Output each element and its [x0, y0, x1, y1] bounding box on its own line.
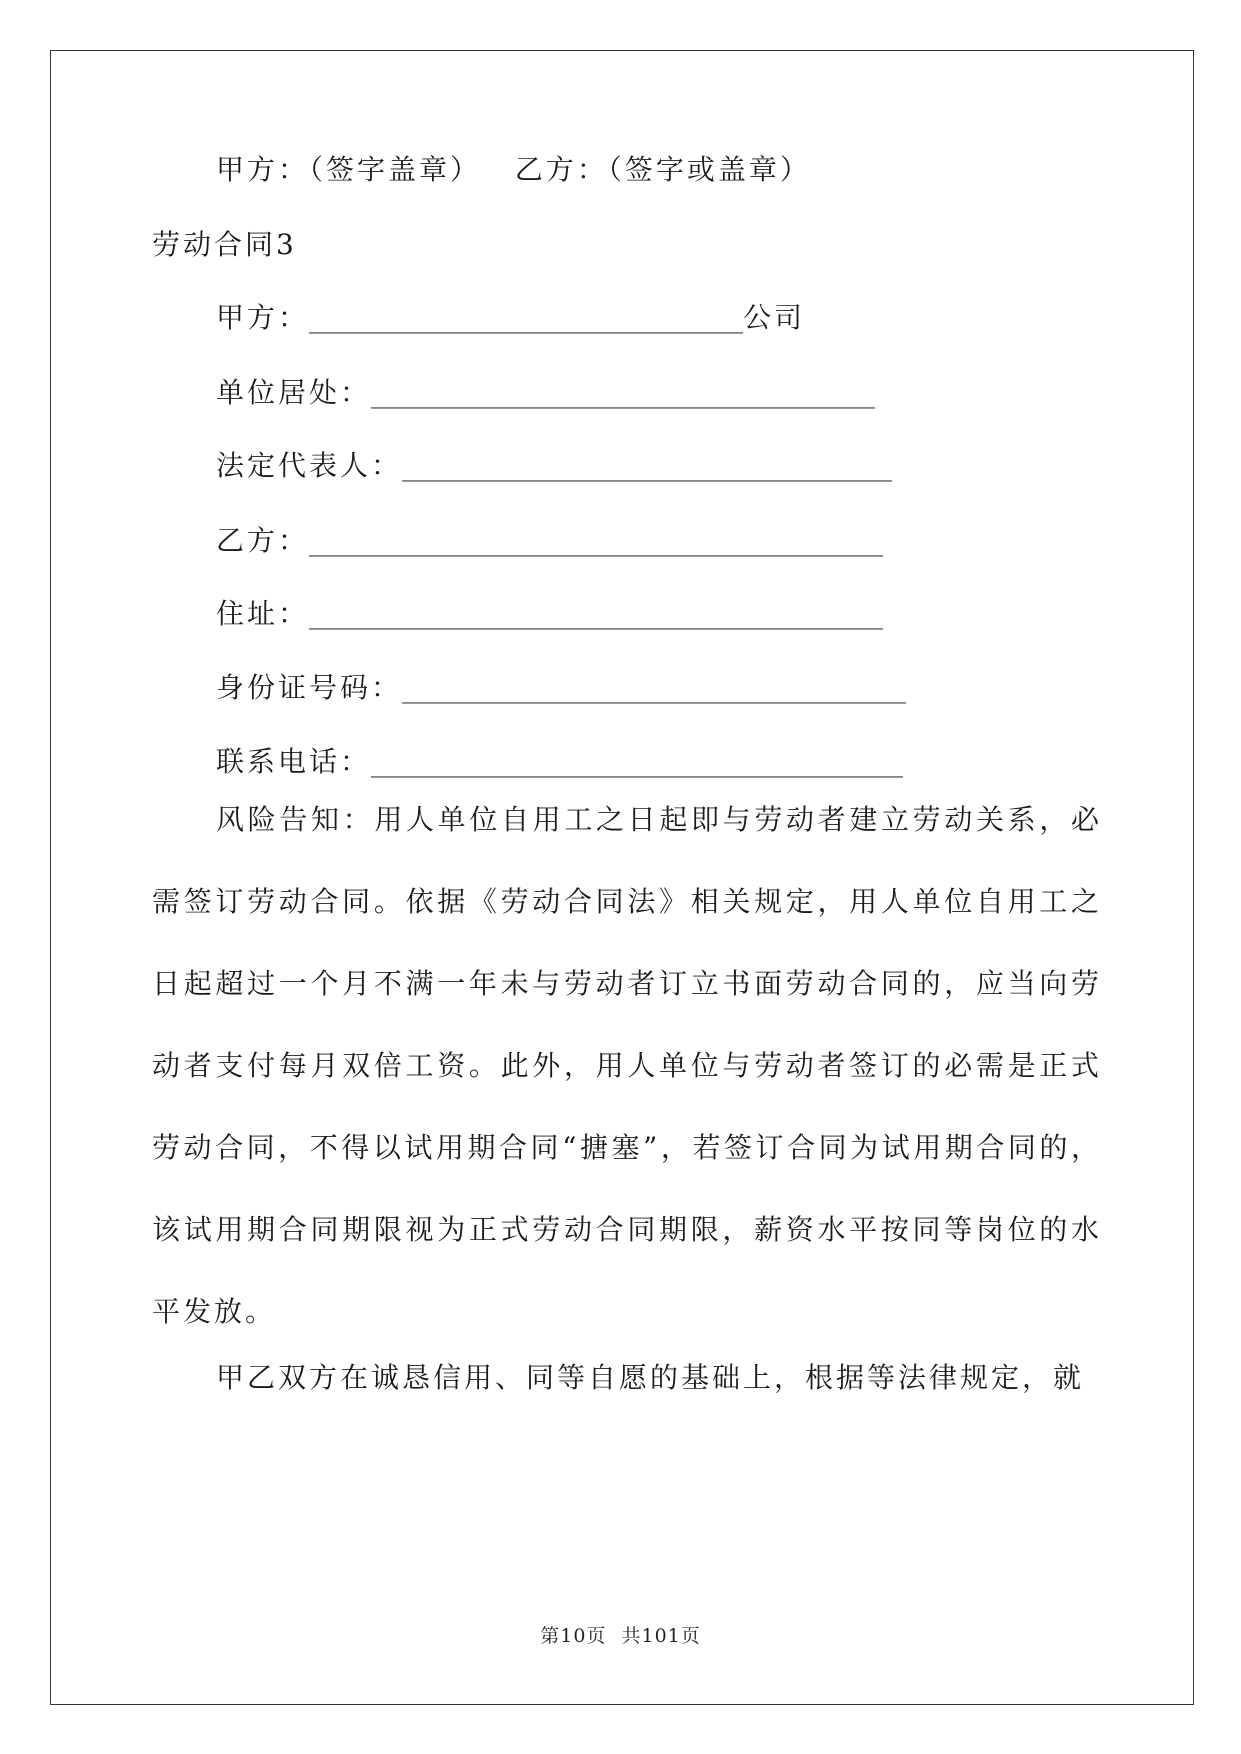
field-phone	[216, 742, 903, 782]
field-label: 单位居处：	[216, 376, 372, 409]
fill-in-blank: ___________________________________	[402, 449, 893, 482]
fill-in-blank: ______________________________________	[371, 745, 904, 778]
risk-notice-paragraph: 风险告知：用人单位自用工之日起即与劳动者建立劳动关系，必需签订劳动合同。依据《劳动合同法》相关规定，用人单位自用工之日起超过一个月不满一年未与劳动者订立书面劳动合同的，应当向劳动者支付每月双倍工资。此外，用人单位与劳动者签订的必需是正式劳动合同，不得以试用期合同“搪塞”，若签订合同为试用期合同的，该试用期合同期限视为正式劳动合同期限，薪资水平按同等岗位的水平发放。	[152, 803, 1102, 1328]
field-label: 身份证号码：	[216, 671, 403, 704]
party-a-sign: （签字盖章）	[309, 153, 482, 186]
fill-in-blank: _________________________________________	[309, 524, 884, 557]
field-unit-address	[216, 373, 875, 413]
page-number: 第10页	[540, 1625, 607, 1647]
fill-in-blank: ____________________________________	[402, 671, 907, 704]
agreement-paragraph: 甲乙双方在诚恳信用、同等自愿的基础上，根据等法律规定，就	[216, 1361, 1085, 1394]
field-id-number	[216, 668, 906, 708]
field-label: 住址：	[216, 597, 310, 630]
fill-in-blank: _______________________________	[309, 301, 744, 334]
party-b-label: 乙方：	[514, 153, 608, 186]
field-party-b	[216, 521, 883, 561]
field-label: 乙方：	[216, 524, 310, 557]
field-label: 法定代表人：	[216, 449, 403, 482]
fill-in-blank: ____________________________________	[371, 376, 876, 409]
field-suffix: 公司	[743, 301, 806, 334]
field-party-a	[216, 298, 805, 338]
field-residence	[216, 594, 883, 634]
field-label: 甲方：	[216, 301, 310, 334]
party-a-label: 甲方：	[216, 153, 310, 186]
section-title: 劳动合同3	[152, 228, 297, 261]
total-pages: 共101页	[621, 1625, 701, 1647]
field-label: 联系电话：	[216, 745, 372, 778]
field-legal-representative	[216, 446, 892, 486]
page-footer	[0, 1624, 1241, 1648]
fill-in-blank: _________________________________________	[309, 597, 884, 630]
signature-line	[216, 150, 811, 190]
party-b-sign: （签字或盖章）	[607, 153, 811, 186]
